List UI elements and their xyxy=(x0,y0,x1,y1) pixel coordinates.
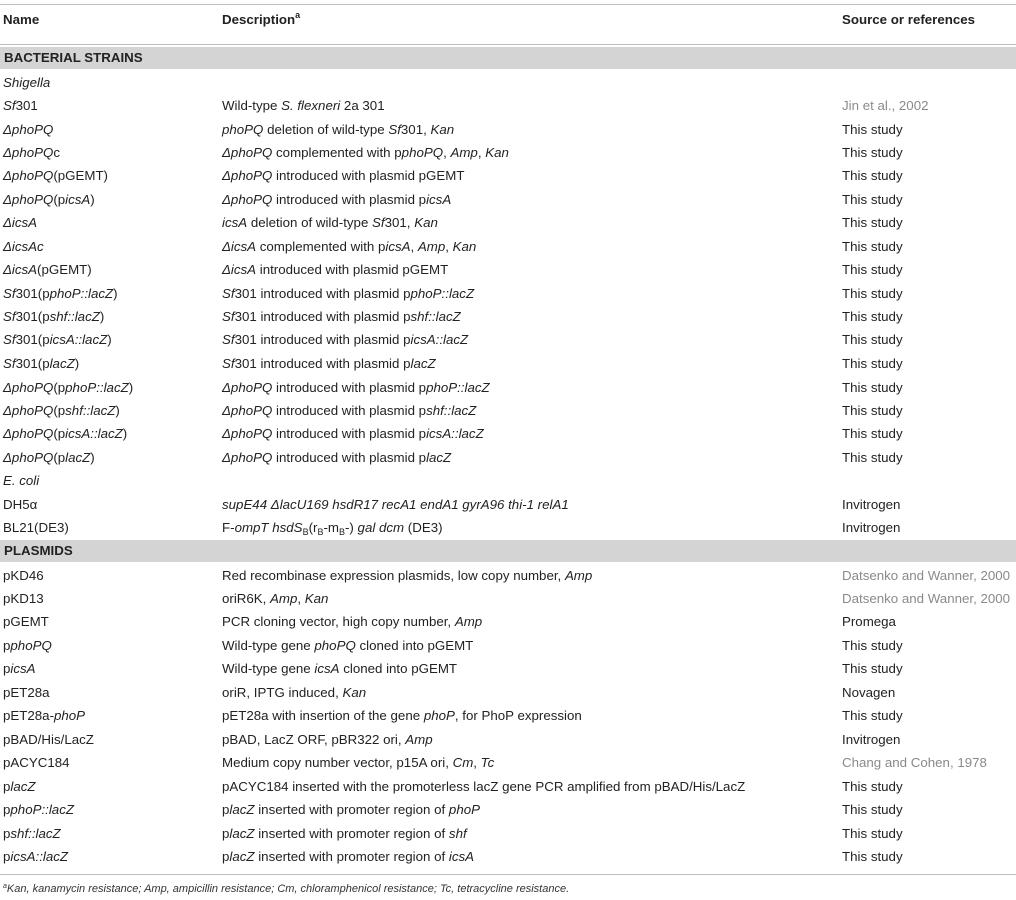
cell-source: Promega xyxy=(842,614,896,629)
footnote-text: Kan, kanamycin resistance; Amp, ampicillin resistance; Cm, chloramphenicol resistance; Tc, tetracycline resistance. xyxy=(6,883,570,895)
cell-name: pET28a xyxy=(3,685,50,700)
cell-name: pKD46 xyxy=(3,568,44,583)
cell-name: ΔicsA(pGEMT) xyxy=(3,262,92,277)
cell-name: ΔphoPQc xyxy=(3,145,60,160)
table-row xyxy=(0,211,1016,234)
cell-description: Wild-type gene phoPQ cloned into pGEMT xyxy=(222,638,474,653)
cell-source: Jin et al., 2002 xyxy=(842,98,929,113)
cell-name: pET28a-phoP xyxy=(3,708,86,723)
table-row xyxy=(0,446,1016,469)
table-row xyxy=(0,422,1016,445)
cell-description: ΔphoPQ introduced with plasmid pshf::lacZ xyxy=(222,403,477,418)
cell-description: ΔicsA complemented with picsA, Amp, Kan xyxy=(222,239,477,254)
cell-description: ΔphoPQ introduced with plasmid pphoP::lacZ xyxy=(222,380,490,395)
table-row xyxy=(0,728,1016,751)
cell-description: supE44 ΔlacU169 hsdR17 recA1 endA1 gyrA96 thi-1 relA1 xyxy=(222,497,569,512)
cell-description: ΔphoPQ introduced with plasmid pGEMT xyxy=(222,168,465,183)
cell-source: Novagen xyxy=(842,685,896,700)
table-row xyxy=(0,587,1016,610)
group-label: E. coli xyxy=(3,473,40,488)
cell-name: pBAD/His/LacZ xyxy=(3,732,94,747)
table-row xyxy=(0,657,1016,680)
cell-source: This study xyxy=(842,708,903,723)
cell-name: ΔicsA xyxy=(3,215,38,230)
table-row xyxy=(0,328,1016,351)
cell-source: This study xyxy=(842,215,903,230)
footnote-marker: a xyxy=(3,883,7,890)
cell-description: placZ inserted with promoter region of phoP xyxy=(222,802,480,817)
cell-name: ΔphoPQ(pshf::lacZ) xyxy=(3,403,120,418)
cell-description: oriR, IPTG induced, Kan xyxy=(222,685,367,700)
table-row xyxy=(0,610,1016,633)
cell-source: This study xyxy=(842,122,903,137)
cell-description: placZ inserted with promoter region of icsA xyxy=(222,849,475,864)
cell-description: Sf301 introduced with plasmid placZ xyxy=(222,356,436,371)
top-rule xyxy=(0,4,1016,5)
cell-name: ΔphoPQ(picsA::lacZ) xyxy=(3,426,128,441)
table-row xyxy=(0,399,1016,422)
cell-source: Chang and Cohen, 1978 xyxy=(842,755,987,770)
cell-source: This study xyxy=(842,661,903,676)
cell-source: This study xyxy=(842,262,903,277)
cell-description: ΔicsA introduced with plasmid pGEMT xyxy=(222,262,449,277)
table-row xyxy=(0,282,1016,305)
table-row xyxy=(0,352,1016,375)
group-shigella xyxy=(0,71,1016,94)
cell-description: ΔphoPQ introduced with plasmid placZ xyxy=(222,450,452,465)
cell-name: pphoPQ xyxy=(3,638,52,653)
table-row xyxy=(0,751,1016,774)
cell-name: pACYC184 xyxy=(3,755,70,770)
cell-name: pphoP::lacZ xyxy=(3,802,74,817)
section-bacterial-strains xyxy=(0,47,1016,69)
cell-name: pshf::lacZ xyxy=(3,826,61,841)
table-row xyxy=(0,164,1016,187)
cell-description: ΔphoPQ introduced with plasmid picsA::lacZ xyxy=(222,426,484,441)
cell-name: pGEMT xyxy=(3,614,49,629)
table-row xyxy=(0,94,1016,117)
cell-source: This study xyxy=(842,779,903,794)
cell-name: ΔphoPQ xyxy=(3,122,54,137)
cell-description: Sf301 introduced with plasmid pphoP::lacZ xyxy=(222,286,475,301)
cell-name: Sf301(picsA::lacZ) xyxy=(3,332,112,347)
header-rule xyxy=(0,44,1016,45)
cell-name: ΔphoPQ(pGEMT) xyxy=(3,168,108,183)
header-row xyxy=(0,8,1016,31)
group-ecoli xyxy=(0,469,1016,492)
cell-source: This study xyxy=(842,309,903,324)
section-title: BACTERIAL STRAINS xyxy=(4,50,143,65)
header-source: Source or references xyxy=(842,12,976,27)
cell-description: icsA deletion of wild-type Sf301, Kan xyxy=(222,215,438,230)
cell-source: This study xyxy=(842,638,903,653)
section-plasmids xyxy=(0,540,1016,562)
cell-name: Sf301(pshf::lacZ) xyxy=(3,309,105,324)
cell-description: F-ompT $hsdS_B(r_B-m_B-)$ gal dcm (DE3) xyxy=(222,520,443,537)
table-row xyxy=(0,845,1016,868)
cell-name: BL21(DE3) xyxy=(3,520,69,535)
group-label: Shigella xyxy=(3,75,51,90)
cell-name: placZ xyxy=(3,779,36,794)
table-row xyxy=(0,822,1016,845)
cell-source: Datsenko and Wanner, 2000 xyxy=(842,568,1011,583)
cell-source: Invitrogen xyxy=(842,732,901,747)
table-row xyxy=(0,258,1016,281)
cell-source: This study xyxy=(842,192,903,207)
cell-source: This study xyxy=(842,849,903,864)
cell-name: Sf301(placZ) xyxy=(3,356,80,371)
cell-name: picsA::lacZ xyxy=(3,849,69,864)
table-footnote xyxy=(3,882,569,896)
cell-source: This study xyxy=(842,450,903,465)
cell-description: Sf301 introduced with plasmid picsA::lacZ xyxy=(222,332,469,347)
section-title: PLASMIDS xyxy=(4,543,73,558)
cell-source: This study xyxy=(842,826,903,841)
table-row xyxy=(0,141,1016,164)
header-footnote-marker: a xyxy=(295,10,301,20)
cell-source: Datsenko and Wanner, 2000 xyxy=(842,591,1011,606)
cell-source: This study xyxy=(842,145,903,160)
cell-description: pACYC184 inserted with the promoterless lacZ gene PCR amplified from pBAD/His/LacZ xyxy=(222,779,746,794)
table-row xyxy=(0,188,1016,211)
cell-description: Wild-type S. flexneri 2a 301 xyxy=(222,98,385,113)
cell-source: This study xyxy=(842,332,903,347)
cell-description: pET28a with insertion of the gene phoP, for PhoP expression xyxy=(222,708,582,723)
cell-description: Red recombinase expression plasmids, low copy number, Amp xyxy=(222,568,593,583)
cell-source: This study xyxy=(842,239,903,254)
table-row xyxy=(0,704,1016,727)
cell-description: Wild-type gene icsA cloned into pGEMT xyxy=(222,661,458,676)
cell-description: pBAD, LacZ ORF, pBR322 ori, Amp xyxy=(222,732,433,747)
table-row xyxy=(0,564,1016,587)
cell-source: Invitrogen xyxy=(842,520,901,535)
header-description: Description$^a$ xyxy=(222,10,301,27)
cell-description: oriR6K, Amp, Kan xyxy=(222,591,329,606)
cell-name: ΔphoPQ(picsA) xyxy=(3,192,95,207)
table-row xyxy=(0,305,1016,328)
cell-name: pKD13 xyxy=(3,591,44,606)
cell-name: Sf301(pphoP::lacZ) xyxy=(3,286,118,301)
cell-description: Medium copy number vector, p15A ori, Cm, Tc xyxy=(222,755,495,770)
cell-source: Invitrogen xyxy=(842,497,901,512)
cell-name: Sf301 xyxy=(3,98,38,113)
cell-source: This study xyxy=(842,380,903,395)
cell-description: Sf301 introduced with plasmid pshf::lacZ xyxy=(222,309,461,324)
table-row xyxy=(0,775,1016,798)
cell-description: ΔphoPQ introduced with plasmid picsA xyxy=(222,192,452,207)
cell-name: picsA xyxy=(3,661,36,676)
table-row xyxy=(0,798,1016,821)
cell-source: This study xyxy=(842,356,903,371)
cell-description: PCR cloning vector, high copy number, Amp xyxy=(222,614,483,629)
header-name: Name xyxy=(3,12,40,27)
bottom-rule xyxy=(0,874,1016,875)
cell-source: This study xyxy=(842,403,903,418)
cell-source: This study xyxy=(842,168,903,183)
table-row xyxy=(0,493,1016,516)
cell-source: This study xyxy=(842,426,903,441)
cell-description: phoPQ deletion of wild-type Sf301, Kan xyxy=(222,122,455,137)
table-row xyxy=(0,118,1016,141)
table-row xyxy=(0,516,1016,539)
table-row xyxy=(0,376,1016,399)
table-row xyxy=(0,634,1016,657)
table-row xyxy=(0,681,1016,704)
cell-source: This study xyxy=(842,802,903,817)
cell-name: ΔphoPQ(pphoP::lacZ) xyxy=(3,380,134,395)
table-row xyxy=(0,235,1016,258)
cell-name: ΔicsAc xyxy=(3,239,44,254)
cell-description: placZ inserted with promoter region of shf xyxy=(222,826,467,841)
cell-source: This study xyxy=(842,286,903,301)
cell-name: DH5α xyxy=(3,497,38,512)
cell-description: ΔphoPQ complemented with pphoPQ, Amp, Kan xyxy=(222,145,509,160)
cell-name: ΔphoPQ(placZ) xyxy=(3,450,95,465)
